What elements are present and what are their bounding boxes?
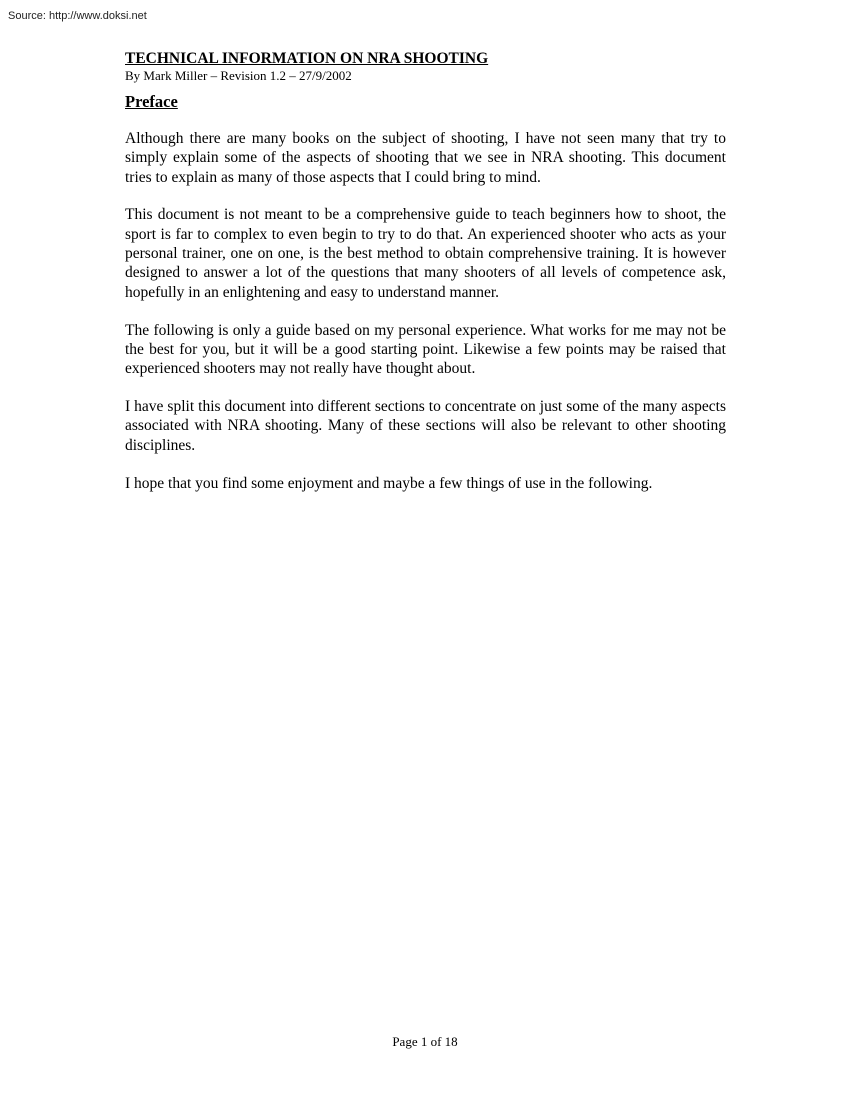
document-title: TECHNICAL INFORMATION ON NRA SHOOTING bbox=[125, 50, 489, 67]
preface-paragraph-5: I hope that you find some enjoyment and maybe a few things of use in the following. bbox=[125, 474, 653, 492]
document-body bbox=[125, 49, 726, 493]
page-number: Page 1 of 18 bbox=[392, 1034, 458, 1049]
section-heading-preface: Preface bbox=[125, 92, 178, 111]
document-byline: By Mark Miller – Revision 1.2 – 27/9/2002 bbox=[125, 68, 352, 83]
preface-paragraph-4: I have split this document into different sections to concentrate on just some of the many aspects associated with NRA shooting. Many of these sections will also be relevant to other shooting disciplines. bbox=[125, 398, 726, 454]
source-label: Source: http://www.doksi.net bbox=[8, 10, 147, 22]
preface-paragraph-1: Although there are many books on the subject of shooting, I have not seen many that try to simply explain some of the aspects of shooting that we see in NRA shooting. This document tries to explain as many of those aspects that I could bring to mind. bbox=[125, 130, 726, 186]
preface-paragraph-3: The following is only a guide based on my personal experience. What works for me may not be the best for you, but it will be a good starting point. Likewise a few points may be raised that experienced shooters may not really have thought about. bbox=[125, 321, 726, 378]
preface-paragraph-2: This document is not meant to be a comprehensive guide to teach beginners how to shoot, the sport is far to complex to even begin to try to do that. An experienced shooter who acts as your personal trainer, one on one, is the best method to obtain comprehensive training. It is however designed to answer a lot of the questions that many shooters of all levels of competence ask, hopefully in an enlightening and easy to understand manner. bbox=[125, 206, 726, 301]
